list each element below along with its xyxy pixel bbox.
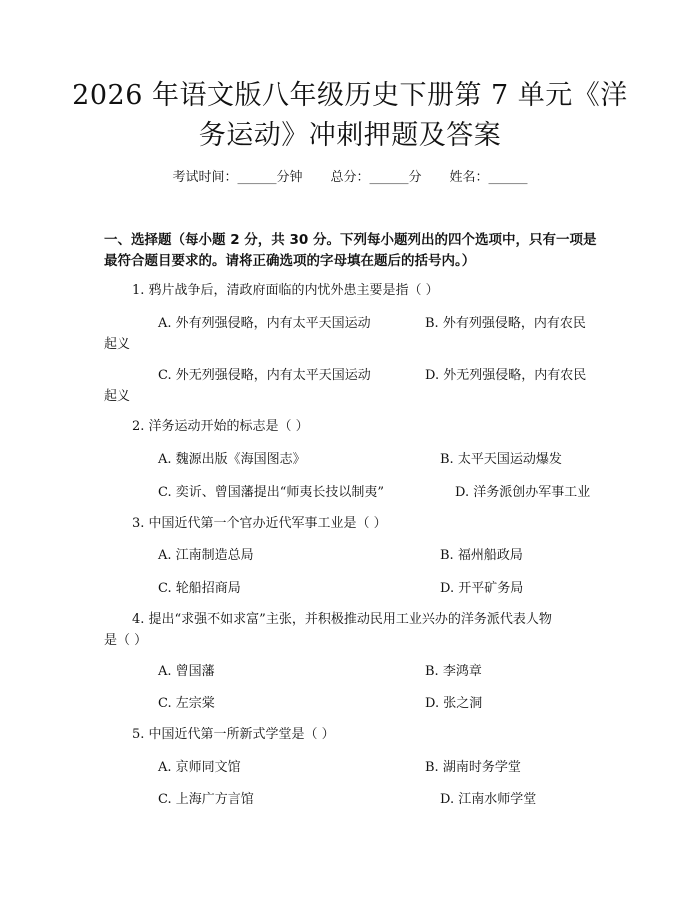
question-4-stem-cont: 是（ ） — [104, 633, 148, 648]
section-heading — [104, 230, 604, 272]
question-1-option-b-cont: 起义 — [104, 337, 131, 352]
question-5-option-a: A. 京师同文馆 — [158, 760, 241, 775]
question-4-option-c: C. 左宗棠 — [158, 696, 215, 711]
question-2-option-c: C. 奕䜣、曾国藩提出“师夷长技以制夷” — [158, 485, 385, 500]
question-2-option-b: B. 太平天国运动爆发 — [440, 452, 562, 467]
title-line-1: 2026 年语文版八年级历史下册第 7 单元《洋 — [72, 80, 628, 111]
question-5-option-d: D. 江南水师学堂 — [440, 792, 537, 807]
name-field: 姓名：______ — [449, 170, 528, 185]
question-1-option-d: D. 外无列强侵略，内有农民 — [425, 368, 587, 383]
total-score-field: 总分：______分 — [330, 170, 422, 185]
question-3-option-b: B. 福州船政局 — [440, 548, 523, 563]
question-4-option-d: D. 张之洞 — [425, 696, 483, 711]
question-5-option-c: C. 上海广方言馆 — [158, 792, 254, 807]
question-3-option-d: D. 开平矿务局 — [440, 581, 524, 596]
question-2-option-d: D. 洋务派创办军事工业 — [455, 485, 591, 500]
question-2-stem: 2. 洋务运动开始的标志是（ ） — [132, 419, 309, 434]
exam-info-row — [0, 168, 700, 188]
question-1-option-b: B. 外有列强侵略，内有农民 — [425, 316, 586, 331]
question-5-stem: 5. 中国近代第一所新式学堂是（ ） — [132, 727, 335, 742]
section-heading-line-1: 一、选择题（每小题 2 分，共 30 分。下列每小题列出的四个选项中，只有一项是 — [104, 232, 597, 248]
question-5-option-b: B. 湖南时务学堂 — [425, 760, 521, 775]
exam-time-field: 考试时间：______分钟 — [172, 170, 303, 185]
question-1-option-d-cont: 起义 — [104, 389, 131, 404]
question-3-option-c: C. 轮船招商局 — [158, 581, 241, 596]
question-3-option-a: A. 江南制造总局 — [158, 548, 254, 563]
question-4-option-b: B. 李鸿章 — [425, 664, 482, 679]
page-title — [70, 76, 630, 156]
question-1-stem: 1. 鸦片战争后，清政府面临的内忧外患主要是指（ ） — [132, 283, 439, 298]
question-2-option-a: A. 魏源出版《海国图志》 — [158, 452, 306, 467]
question-4-stem: 4. 提出“求强不如求富”主张，并积极推动民用工业兴办的洋务派代表人物 — [132, 612, 552, 627]
title-line-2: 务运动》冲刺押题及答案 — [198, 120, 502, 151]
question-3-stem: 3. 中国近代第一个官办近代军事工业是（ ） — [132, 516, 387, 531]
question-4-option-a: A. 曾国藩 — [158, 664, 215, 679]
section-heading-line-2: 最符合题目要求的。请将正确选项的字母填在题后的括号内。） — [104, 253, 476, 269]
question-1-option-c: C. 外无列强侵略，内有太平天国运动 — [158, 368, 371, 383]
question-1-option-a: A. 外有列强侵略，内有太平天国运动 — [158, 316, 371, 331]
